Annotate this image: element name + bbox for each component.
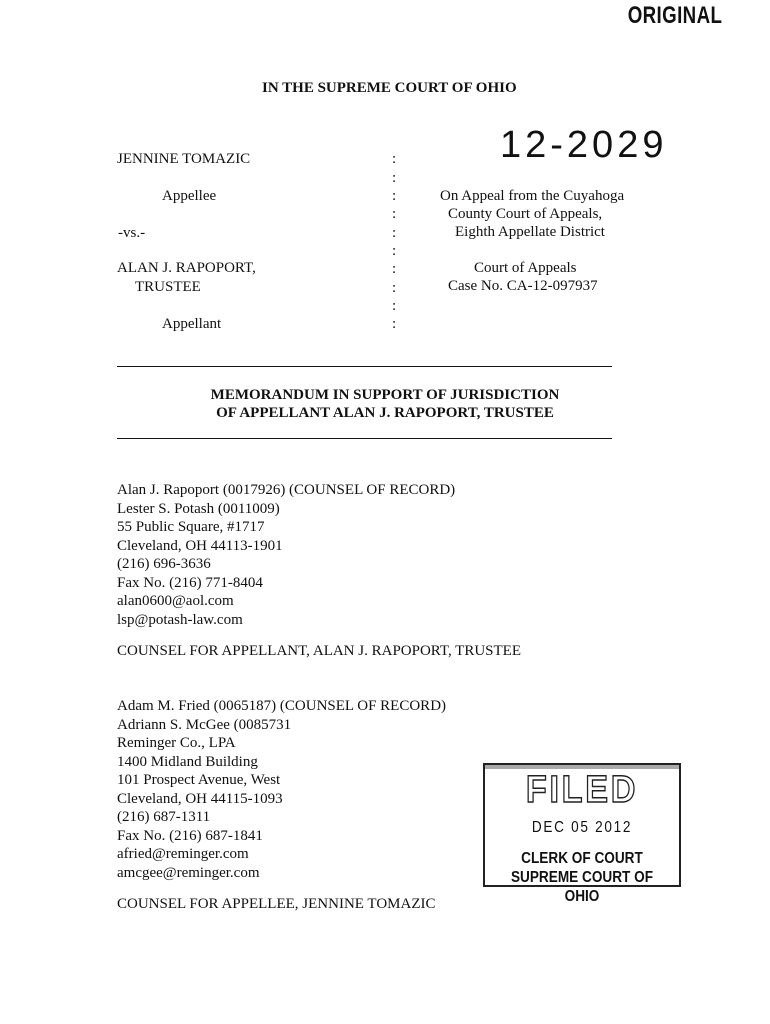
- counsel-line: Fax No. (216) 771-8404: [117, 574, 263, 591]
- counsel-line: lsp@potash-law.com: [117, 611, 243, 628]
- filed-stamp-clerk: [500, 849, 665, 906]
- counsel-line: (216) 687-1311: [117, 809, 211, 825]
- appeal-from-line: On Appeal from the Cuyahoga: [440, 188, 625, 204]
- original-stamp: ORIGINAL: [627, 2, 722, 29]
- filed-stamp-date: DEC 05 2012: [531, 819, 633, 836]
- caption-colon: :: [392, 243, 397, 259]
- divider-rule: [117, 366, 612, 367]
- counsel-line: Alan J. Rapoport (0017926) (COUNSEL OF RECORD): [117, 482, 456, 498]
- memorandum-title-line-1: MEMORANDUM IN SUPPORT OF JURISDICTION: [210, 387, 560, 403]
- appellant-name-2: TRUSTEE: [135, 279, 201, 295]
- counsel-line: alan0600@aol.com: [117, 593, 234, 609]
- counsel-line: amcgee@reminger.com: [117, 864, 260, 881]
- counsel-line: 1400 Midland Building: [117, 753, 258, 770]
- counsel-line: Adam M. Fried (0065187) (COUNSEL OF RECORD): [117, 698, 447, 714]
- counsel-line: (216) 696-3636: [117, 556, 211, 572]
- caption-colon: :: [392, 170, 397, 186]
- caption-colon: :: [392, 151, 397, 167]
- counsel-line: Lester S. Potash (0011009): [117, 500, 280, 517]
- appellee-counsel-block: [117, 697, 446, 882]
- appellee-role: Appellee: [162, 188, 217, 204]
- counsel-line: Reminger Co., LPA: [117, 735, 236, 751]
- appeal-from-line: Eighth Appellate District: [455, 224, 605, 240]
- caption-colon: :: [392, 298, 397, 314]
- filed-stamp: [483, 763, 681, 905]
- caption-colon: :: [392, 261, 397, 277]
- caption-colon: :: [392, 225, 397, 241]
- divider-rule: [117, 438, 612, 439]
- versus: -vs.-: [118, 225, 146, 241]
- appeal-from-line: County Court of Appeals,: [448, 206, 603, 222]
- caption-colon: :: [392, 188, 397, 204]
- appellee-name: JENNINE TOMAZIC: [117, 151, 251, 167]
- counsel-line: afried@reminger.com: [117, 846, 249, 862]
- caption-colon: :: [392, 280, 397, 296]
- filed-stamp-clerk-line-1: CLERK OF COURT: [521, 850, 643, 867]
- counsel-line: Cleveland, OH 44113-1901: [117, 537, 283, 554]
- lower-court-line: Court of Appeals: [474, 260, 577, 276]
- caption-colon: :: [392, 206, 397, 222]
- appellant-counsel-designation: COUNSEL FOR APPELLANT, ALAN J. RAPOPORT, TRUSTEE: [117, 643, 522, 659]
- counsel-line: 55 Public Square, #1717: [117, 519, 265, 535]
- filed-stamp-clerk-line-2: SUPREME COURT OF OHIO: [510, 869, 654, 905]
- appellant-counsel-block: [117, 481, 455, 629]
- lower-court-line: Case No. CA-12-097937: [448, 278, 598, 294]
- case-number: 12-2029: [500, 124, 668, 166]
- appellee-counsel-designation: COUNSEL FOR APPELLEE, JENNINE TOMAZIC: [117, 896, 436, 912]
- counsel-line: Fax No. (216) 687-1841: [117, 827, 263, 844]
- appellant-name-1: ALAN J. RAPOPORT,: [117, 260, 256, 276]
- court-heading: IN THE SUPREME COURT OF OHIO: [262, 80, 517, 96]
- appellant-role: Appellant: [162, 316, 222, 332]
- filed-stamp-title: FILED: [525, 769, 639, 811]
- caption-colon: :: [392, 316, 397, 332]
- counsel-line: Adriann S. McGee (0085731: [117, 716, 292, 733]
- counsel-line: Cleveland, OH 44115-1093: [117, 790, 283, 807]
- memorandum-title-line-2: OF APPELLANT ALAN J. RAPOPORT, TRUSTEE: [216, 405, 554, 421]
- counsel-line: 101 Prospect Avenue, West: [117, 772, 281, 788]
